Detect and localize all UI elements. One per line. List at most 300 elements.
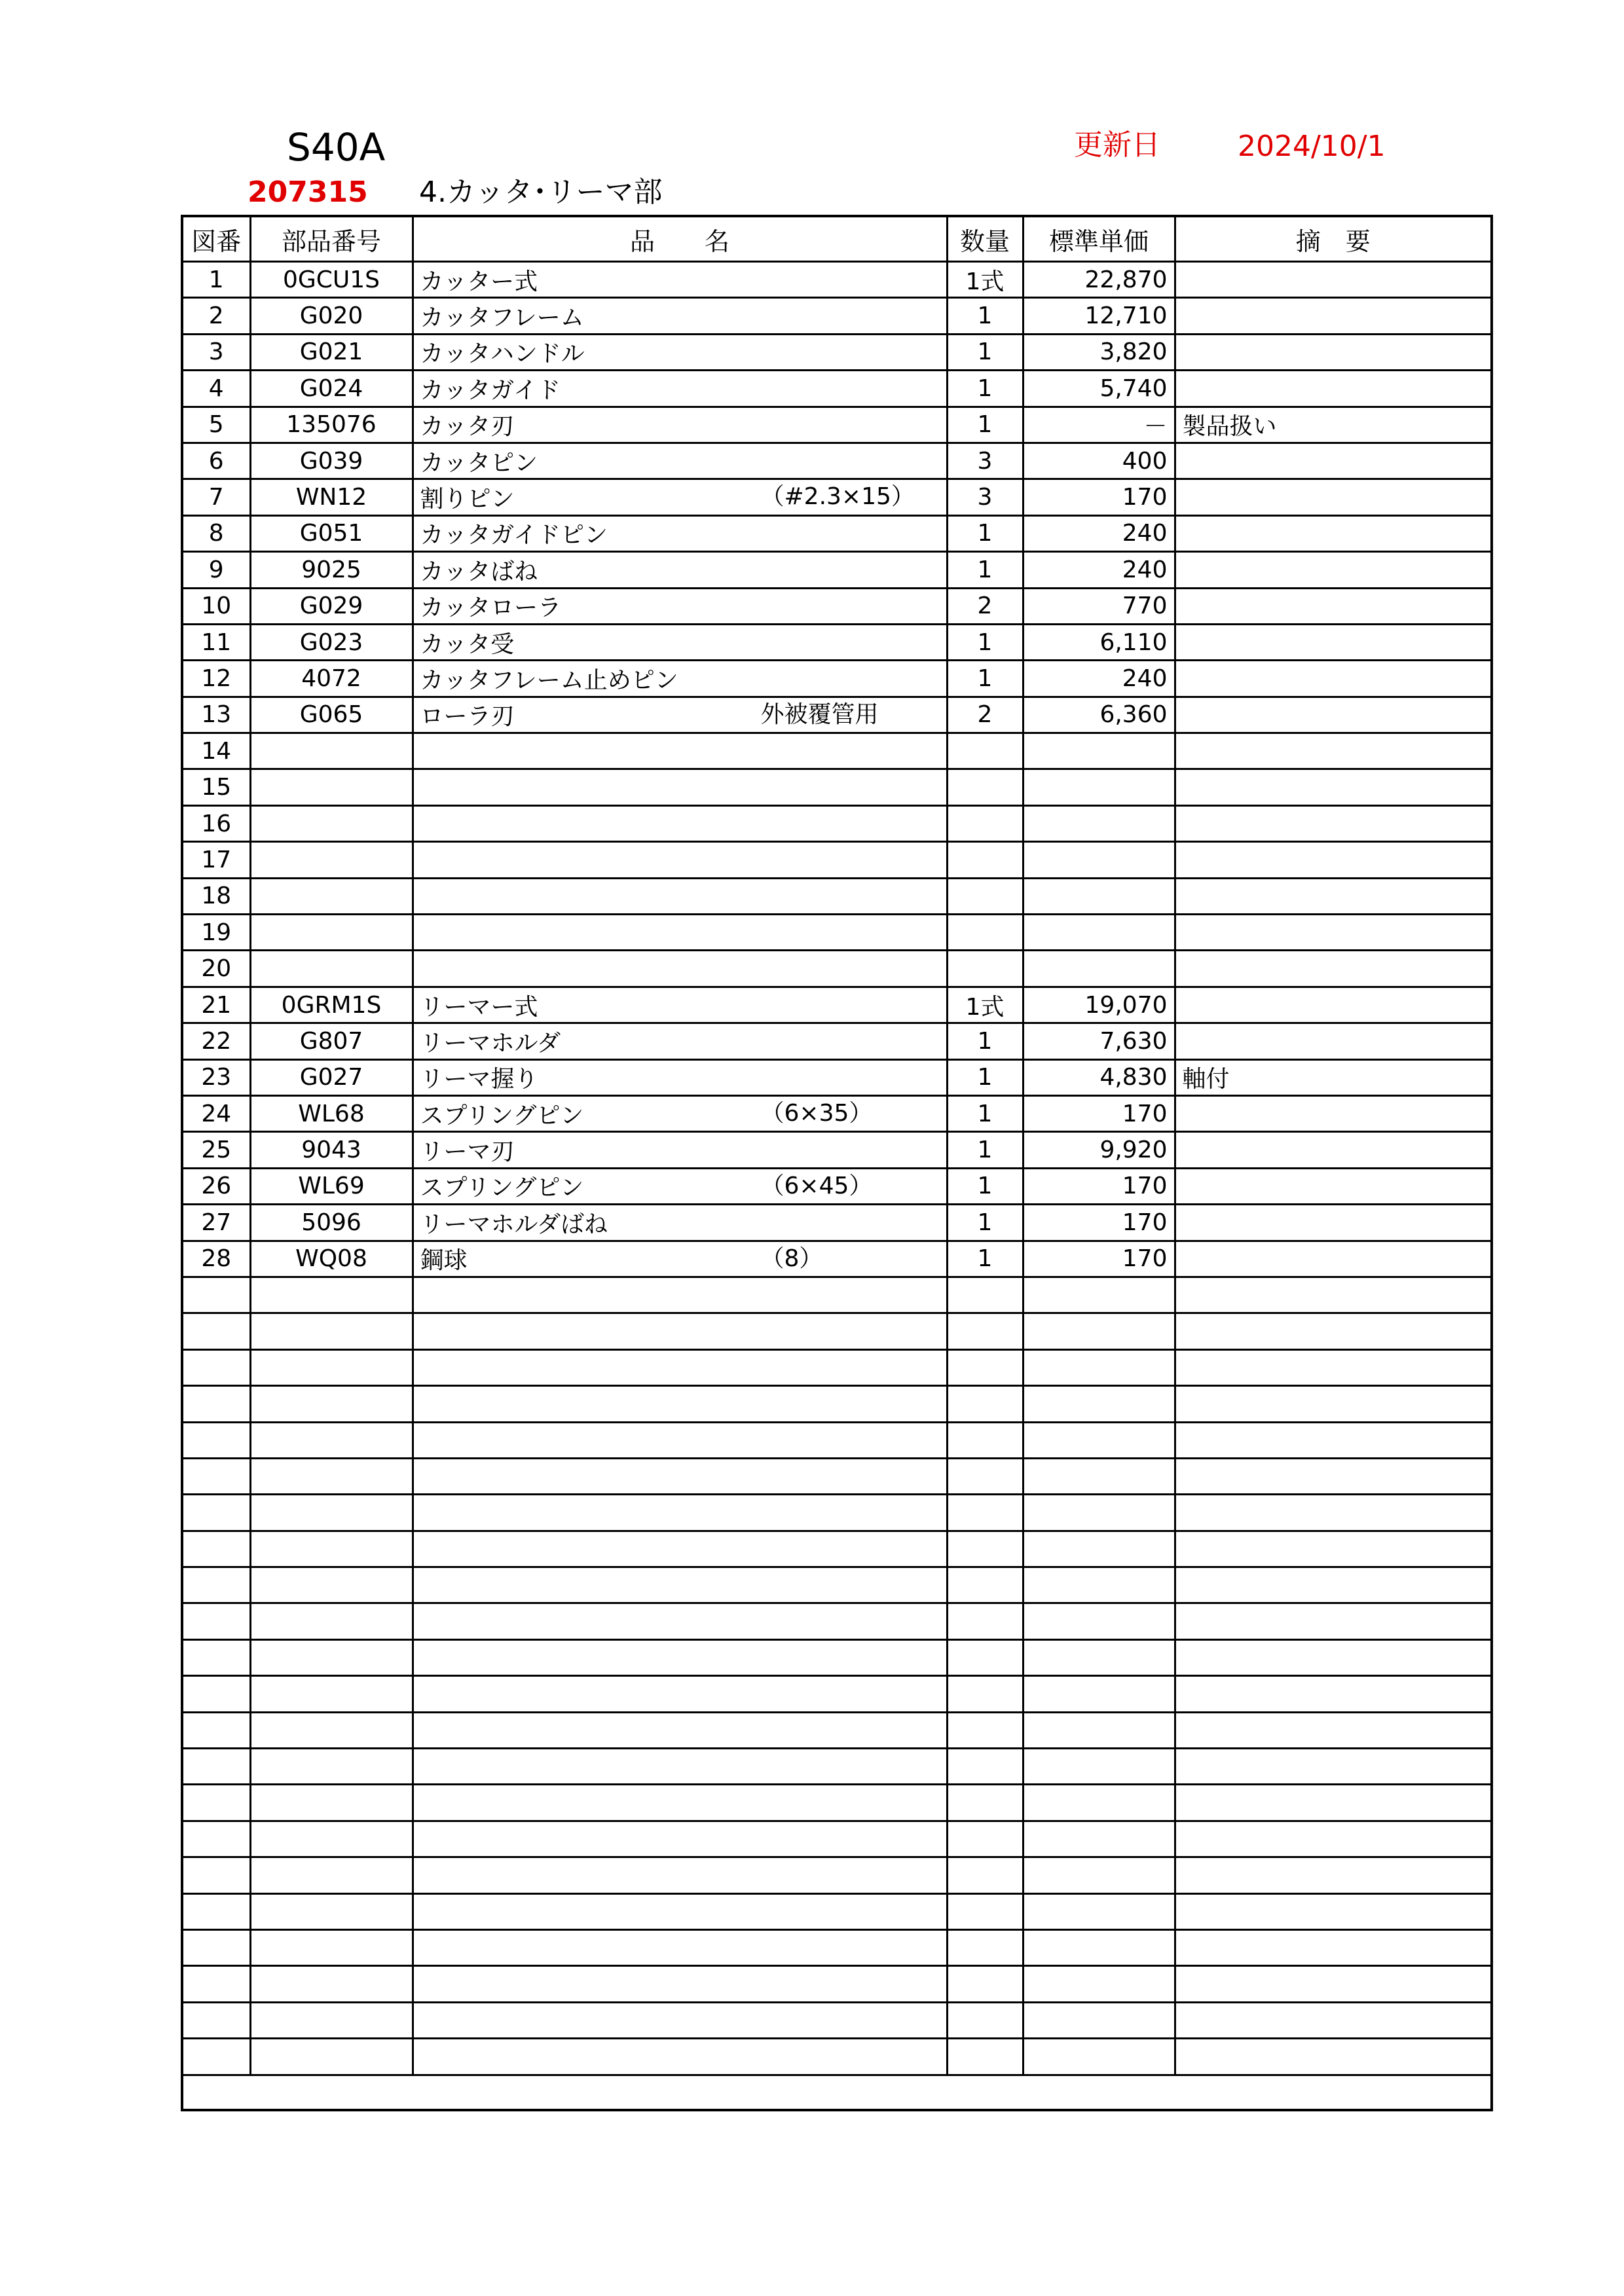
cell-remarks <box>1175 842 1492 878</box>
cell-unit-price: 4,830 <box>1023 1059 1175 1095</box>
empty-cell <box>413 1495 947 1531</box>
empty-cell <box>182 1531 250 1567</box>
empty-cell <box>1175 1676 1492 1712</box>
cell-part-number <box>250 915 413 951</box>
empty-cell <box>182 1603 250 1639</box>
empty-cell <box>1175 1857 1492 1893</box>
empty-cell <box>250 1821 413 1857</box>
cell-item-name <box>413 334 947 370</box>
empty-row <box>182 2039 1492 2075</box>
table-row <box>182 588 1492 624</box>
cell-quantity: 1 <box>947 334 1023 370</box>
cell-quantity <box>947 951 1023 987</box>
empty-cell <box>413 1857 947 1893</box>
product-code: 207315 <box>248 175 368 209</box>
item-name: ローラ刃 <box>420 703 515 731</box>
table-row <box>182 733 1492 769</box>
cell-quantity: 1 <box>947 515 1023 551</box>
item-name: リーマ刃 <box>420 1139 515 1166</box>
cell-unit-price: 170 <box>1023 479 1175 515</box>
empty-row <box>182 1313 1492 1349</box>
empty-row <box>182 1712 1492 1748</box>
cell-quantity: 3 <box>947 479 1023 515</box>
empty-cell <box>413 1313 947 1349</box>
empty-cell <box>413 1531 947 1567</box>
item-name: リーマ握り <box>420 1066 538 1093</box>
col-header-no: 図番 <box>182 216 250 262</box>
empty-cell <box>413 1929 947 1965</box>
cell-remarks: 軸付 <box>1175 1059 1492 1095</box>
empty-cell <box>947 1749 1023 1785</box>
empty-cell <box>413 1785 947 1821</box>
cell-quantity <box>947 805 1023 841</box>
cell-quantity: 1 <box>947 1168 1023 1204</box>
cell-figure-no: 24 <box>182 1095 250 1131</box>
empty-cell <box>413 1712 947 1748</box>
item-name: スプリングピン <box>420 1102 584 1129</box>
empty-cell <box>947 1277 1023 1313</box>
item-name: カッタフレーム止めピン <box>420 666 678 694</box>
empty-cell <box>182 1277 250 1313</box>
empty-cell <box>250 1893 413 1929</box>
empty-cell <box>413 1458 947 1494</box>
cell-item-name <box>413 951 947 987</box>
cell-figure-no: 3 <box>182 334 250 370</box>
cell-item-name <box>413 733 947 769</box>
item-name: カッター式 <box>420 268 538 295</box>
empty-cell <box>182 1966 250 2002</box>
empty-cell <box>1175 1531 1492 1567</box>
empty-cell <box>182 1386 250 1422</box>
cell-part-number <box>250 769 413 805</box>
cell-figure-no: 1 <box>182 262 250 298</box>
empty-cell <box>182 1893 250 1929</box>
cell-remarks <box>1175 915 1492 951</box>
cell-item-name <box>413 443 947 479</box>
cell-unit-price: 170 <box>1023 1241 1175 1277</box>
cell-part-number: 9025 <box>250 552 413 588</box>
empty-row <box>182 1386 1492 1422</box>
cell-figure-no: 4 <box>182 371 250 407</box>
empty-cell <box>182 1639 250 1675</box>
cell-part-number: G039 <box>250 443 413 479</box>
cell-figure-no: 19 <box>182 915 250 951</box>
cell-part-number: 4072 <box>250 661 413 697</box>
empty-cell <box>1175 1349 1492 1385</box>
empty-cell <box>1023 1929 1175 1965</box>
empty-cell <box>1023 1277 1175 1313</box>
table-row <box>182 552 1492 588</box>
empty-row <box>182 1531 1492 1567</box>
cell-part-number <box>250 842 413 878</box>
item-name: カッタローラ <box>420 594 562 622</box>
col-header-note: 摘 要 <box>1175 216 1492 262</box>
table-row <box>182 878 1492 914</box>
cell-figure-no: 6 <box>182 443 250 479</box>
empty-cell <box>1175 2039 1492 2075</box>
cell-figure-no: 20 <box>182 951 250 987</box>
table-row <box>182 951 1492 987</box>
empty-cell <box>947 1712 1023 1748</box>
cell-quantity: 1 <box>947 624 1023 660</box>
cell-item-name <box>413 842 947 878</box>
cell-item-name <box>413 588 947 624</box>
empty-cell <box>1175 1893 1492 1929</box>
header-row <box>182 216 1492 262</box>
cell-figure-no: 27 <box>182 1205 250 1241</box>
item-name: カッタガイド <box>420 376 561 404</box>
item-name: 鋼球 <box>420 1247 468 1275</box>
empty-cell <box>250 1349 413 1385</box>
cell-remarks <box>1175 1095 1492 1131</box>
cell-remarks: 製品扱い <box>1175 407 1492 443</box>
empty-cell <box>413 1422 947 1458</box>
model-name: S40A <box>287 125 386 170</box>
empty-cell <box>413 1821 947 1857</box>
item-spec: （6×45） <box>760 1172 873 1199</box>
cell-unit-price: 770 <box>1023 588 1175 624</box>
empty-cell <box>947 1639 1023 1675</box>
cell-item-name <box>413 552 947 588</box>
empty-cell <box>1023 1749 1175 1785</box>
empty-cell <box>947 1785 1023 1821</box>
cell-part-number: 0GCU1S <box>250 262 413 298</box>
cell-figure-no: 13 <box>182 697 250 733</box>
empty-cell <box>1023 2002 1175 2038</box>
cell-remarks <box>1175 733 1492 769</box>
cell-unit-price: 240 <box>1023 515 1175 551</box>
cell-quantity: 1式 <box>947 262 1023 298</box>
empty-cell <box>250 1929 413 1965</box>
empty-cell <box>1175 1821 1492 1857</box>
empty-cell <box>1175 1749 1492 1785</box>
empty-cell <box>1023 1567 1175 1603</box>
empty-cell <box>1023 2039 1175 2075</box>
cell-quantity: 3 <box>947 443 1023 479</box>
empty-cell <box>413 1567 947 1603</box>
cell-part-number: G807 <box>250 1023 413 1059</box>
empty-cell <box>1175 1785 1492 1821</box>
table-row <box>182 298 1492 334</box>
cell-unit-price <box>1023 769 1175 805</box>
empty-cell <box>250 1676 413 1712</box>
table-row <box>182 661 1492 697</box>
empty-row <box>182 1857 1492 1893</box>
cell-quantity <box>947 915 1023 951</box>
cell-item-name <box>413 769 947 805</box>
cell-figure-no: 14 <box>182 733 250 769</box>
empty-cell <box>182 1458 250 1494</box>
cell-part-number: 135076 <box>250 407 413 443</box>
cell-unit-price <box>1023 842 1175 878</box>
table-row <box>182 1059 1492 1095</box>
cell-figure-no: 5 <box>182 407 250 443</box>
update-label: 更新日 <box>1074 128 1160 162</box>
empty-cell <box>947 1349 1023 1385</box>
cell-part-number: WL69 <box>250 1168 413 1204</box>
empty-cell <box>1023 1785 1175 1821</box>
empty-cell <box>947 1676 1023 1712</box>
empty-cell <box>182 1929 250 1965</box>
cell-quantity: 1 <box>947 1241 1023 1277</box>
cell-remarks <box>1175 262 1492 298</box>
cell-figure-no: 16 <box>182 805 250 841</box>
empty-row <box>182 1966 1492 2002</box>
cell-item-name <box>413 1168 947 1204</box>
empty-cell <box>413 1893 947 1929</box>
cell-figure-no: 22 <box>182 1023 250 1059</box>
cell-unit-price: 12,710 <box>1023 298 1175 334</box>
cell-quantity <box>947 842 1023 878</box>
empty-row <box>182 1603 1492 1639</box>
empty-row <box>182 1277 1492 1313</box>
empty-cell <box>1175 1277 1492 1313</box>
cell-remarks <box>1175 334 1492 370</box>
empty-row <box>182 1749 1492 1785</box>
cell-figure-no: 11 <box>182 624 250 660</box>
cell-remarks <box>1175 552 1492 588</box>
parts-table <box>181 215 1493 2111</box>
cell-quantity: 1 <box>947 1059 1023 1095</box>
cell-quantity: 1 <box>947 407 1023 443</box>
empty-cell <box>1023 1531 1175 1567</box>
empty-row <box>182 1676 1492 1712</box>
cell-figure-no: 26 <box>182 1168 250 1204</box>
empty-row <box>182 1893 1492 1929</box>
cell-item-name <box>413 1241 947 1277</box>
cell-quantity <box>947 878 1023 914</box>
cell-unit-price <box>1023 805 1175 841</box>
empty-cell <box>1175 1458 1492 1494</box>
cell-remarks <box>1175 697 1492 733</box>
table-row <box>182 1205 1492 1241</box>
empty-cell <box>947 1857 1023 1893</box>
empty-row <box>182 1929 1492 1965</box>
cell-item-name <box>413 987 947 1023</box>
cell-quantity: 1 <box>947 1023 1023 1059</box>
col-header-qty: 数量 <box>947 216 1023 262</box>
cell-quantity: 1 <box>947 1095 1023 1131</box>
table-row <box>182 479 1492 515</box>
cell-unit-price <box>1023 733 1175 769</box>
cell-item-name <box>413 371 947 407</box>
cell-remarks <box>1175 951 1492 987</box>
empty-cell <box>1175 1929 1492 1965</box>
cell-remarks <box>1175 987 1492 1023</box>
cell-item-name <box>413 1023 947 1059</box>
empty-cell <box>413 1277 947 1313</box>
cell-remarks <box>1175 661 1492 697</box>
empty-cell <box>947 1603 1023 1639</box>
cell-remarks <box>1175 878 1492 914</box>
item-name: カッタ刃 <box>420 413 515 441</box>
cell-part-number: 5096 <box>250 1205 413 1241</box>
cell-part-number: G027 <box>250 1059 413 1095</box>
cell-quantity: 1式 <box>947 987 1023 1023</box>
empty-row <box>182 1785 1492 1821</box>
cell-quantity: 1 <box>947 298 1023 334</box>
cell-item-name <box>413 697 947 733</box>
table-row <box>182 515 1492 551</box>
cell-item-name <box>413 1095 947 1131</box>
empty-cell <box>250 1313 413 1349</box>
item-spec: （6×35） <box>760 1099 873 1127</box>
cell-unit-price: 6,360 <box>1023 697 1175 733</box>
empty-cell <box>1023 1966 1175 2002</box>
empty-cell <box>250 1495 413 1531</box>
cell-part-number <box>250 805 413 841</box>
table-row <box>182 697 1492 733</box>
cell-unit-price: 170 <box>1023 1095 1175 1131</box>
table-row <box>182 407 1492 443</box>
empty-cell <box>250 2002 413 2038</box>
cell-figure-no: 17 <box>182 842 250 878</box>
empty-cell <box>947 1495 1023 1531</box>
cell-item-name <box>413 262 947 298</box>
empty-cell <box>250 1639 413 1675</box>
item-name: カッタハンドル <box>420 340 585 368</box>
cell-figure-no: 10 <box>182 588 250 624</box>
table-row <box>182 842 1492 878</box>
empty-cell <box>413 2039 947 2075</box>
cell-part-number: WL68 <box>250 1095 413 1131</box>
cell-figure-no: 9 <box>182 552 250 588</box>
empty-cell <box>413 2002 947 2038</box>
cell-part-number: 9043 <box>250 1132 413 1168</box>
cell-part-number: G023 <box>250 624 413 660</box>
empty-cell <box>413 1639 947 1675</box>
cell-unit-price: 6,110 <box>1023 624 1175 660</box>
empty-cell <box>182 1785 250 1821</box>
cell-part-number: G051 <box>250 515 413 551</box>
cell-unit-price <box>1023 951 1175 987</box>
cell-figure-no: 21 <box>182 987 250 1023</box>
empty-cell <box>182 1422 250 1458</box>
cell-item-name <box>413 878 947 914</box>
cell-item-name <box>413 805 947 841</box>
cell-remarks <box>1175 515 1492 551</box>
cell-unit-price: 170 <box>1023 1205 1175 1241</box>
cell-figure-no: 23 <box>182 1059 250 1095</box>
cell-remarks <box>1175 1241 1492 1277</box>
empty-cell <box>250 1966 413 2002</box>
cell-quantity: 1 <box>947 661 1023 697</box>
item-name: リーマホルダ <box>420 1029 561 1057</box>
empty-cell <box>1175 1495 1492 1531</box>
table-row <box>182 334 1492 370</box>
empty-cell <box>182 1495 250 1531</box>
cell-figure-no: 25 <box>182 1132 250 1168</box>
cell-figure-no: 8 <box>182 515 250 551</box>
empty-cell <box>182 1567 250 1603</box>
empty-cell <box>413 1603 947 1639</box>
cell-unit-price: 400 <box>1023 443 1175 479</box>
empty-cell <box>1175 1712 1492 1748</box>
cell-part-number: WQ08 <box>250 1241 413 1277</box>
cell-figure-no: 7 <box>182 479 250 515</box>
cell-quantity: 2 <box>947 588 1023 624</box>
item-spec: 外被覆管用 <box>760 701 879 728</box>
empty-cell <box>1175 1567 1492 1603</box>
empty-cell <box>947 1567 1023 1603</box>
empty-cell <box>250 1422 413 1458</box>
cell-quantity: 1 <box>947 1132 1023 1168</box>
empty-cell <box>947 2039 1023 2075</box>
table-row <box>182 624 1492 660</box>
item-name: カッタピン <box>420 449 538 477</box>
cell-item-name <box>413 1059 947 1095</box>
item-name: カッタガイドピン <box>420 522 608 549</box>
empty-cell <box>1175 1603 1492 1639</box>
item-name: リーマホルダばね <box>420 1211 608 1238</box>
empty-cell <box>250 1567 413 1603</box>
cell-item-name <box>413 298 947 334</box>
cell-remarks <box>1175 479 1492 515</box>
empty-row <box>182 1422 1492 1458</box>
table-row <box>182 1023 1492 1059</box>
empty-cell <box>1023 1458 1175 1494</box>
cell-remarks <box>1175 624 1492 660</box>
table-row <box>182 371 1492 407</box>
empty-cell <box>250 1785 413 1821</box>
empty-row <box>182 1567 1492 1603</box>
cell-figure-no: 2 <box>182 298 250 334</box>
empty-row <box>182 1821 1492 1857</box>
cell-unit-price: － <box>1023 407 1175 443</box>
cell-unit-price: 22,870 <box>1023 262 1175 298</box>
table-row <box>182 769 1492 805</box>
empty-cell <box>413 1966 947 2002</box>
cell-item-name <box>413 1132 947 1168</box>
empty-cell <box>182 1676 250 1712</box>
cell-unit-price: 240 <box>1023 552 1175 588</box>
empty-row <box>182 2002 1492 2038</box>
empty-cell <box>947 1966 1023 2002</box>
cell-unit-price: 3,820 <box>1023 334 1175 370</box>
table-row <box>182 987 1492 1023</box>
col-header-name: 品 名 <box>413 216 947 262</box>
empty-cell <box>1023 1313 1175 1349</box>
item-name: カッタフレーム <box>420 304 584 332</box>
empty-cell <box>1023 1386 1175 1422</box>
empty-cell <box>1023 1857 1175 1893</box>
empty-cell <box>182 1821 250 1857</box>
col-header-part: 部品番号 <box>250 216 413 262</box>
cell-part-number: G024 <box>250 371 413 407</box>
empty-cell <box>1175 1422 1492 1458</box>
cell-remarks <box>1175 769 1492 805</box>
empty-cell <box>947 2002 1023 2038</box>
cell-part-number: 0GRM1S <box>250 987 413 1023</box>
empty-cell <box>1175 2002 1492 2038</box>
empty-cell <box>182 1749 250 1785</box>
cell-part-number: WN12 <box>250 479 413 515</box>
cell-item-name <box>413 479 947 515</box>
table-row <box>182 443 1492 479</box>
empty-cell <box>413 1386 947 1422</box>
cell-part-number: G029 <box>250 588 413 624</box>
footer-row <box>182 2075 1492 2110</box>
empty-cell <box>413 1676 947 1712</box>
empty-cell <box>250 1857 413 1893</box>
item-name: スプリングピン <box>420 1175 584 1202</box>
update-date: 2024/10/1 <box>1238 130 1386 163</box>
empty-cell <box>250 1603 413 1639</box>
cell-part-number <box>250 733 413 769</box>
cell-remarks <box>1175 1205 1492 1241</box>
empty-cell <box>1023 1603 1175 1639</box>
cell-quantity: 2 <box>947 697 1023 733</box>
